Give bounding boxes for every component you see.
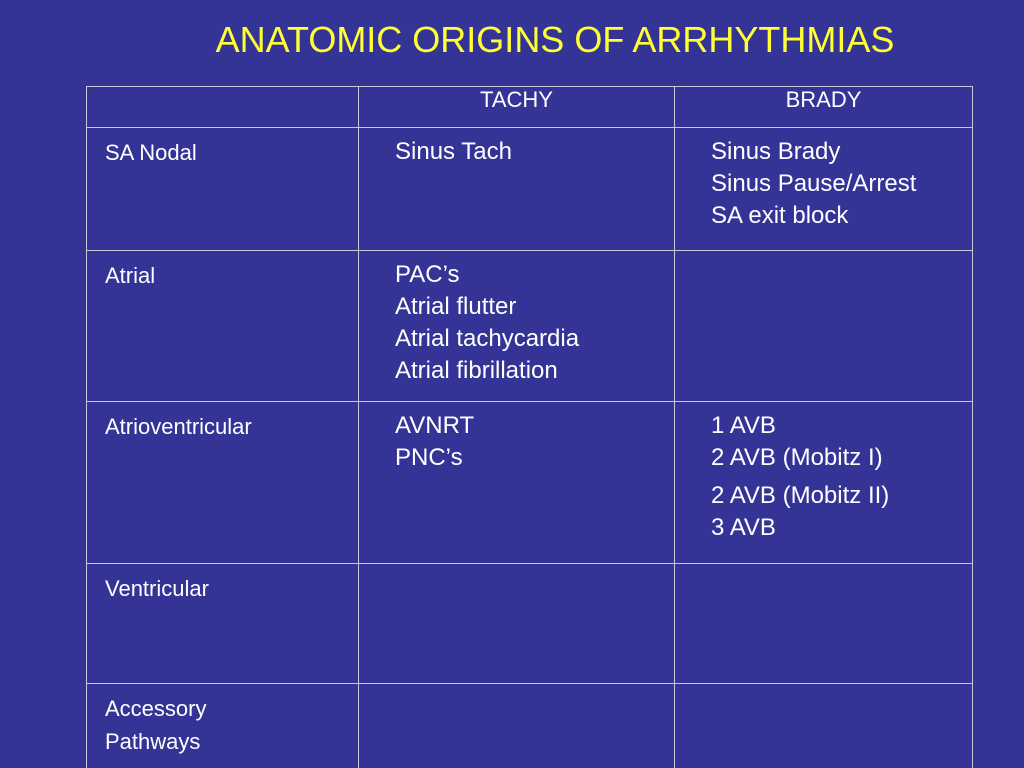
- brady-item: 2 AVB (Mobitz II): [711, 482, 890, 509]
- header-blank: [87, 87, 359, 128]
- row-label-line: Atrial: [105, 263, 156, 288]
- tachy-cell-sa-nodal: [359, 128, 675, 251]
- brady-item: SA exit block: [711, 202, 849, 229]
- tachy-item: PAC’s: [395, 261, 460, 288]
- row-label-line: Accessory: [105, 696, 207, 721]
- tachy-item: Atrial tachycardia: [395, 325, 580, 352]
- row-label-line: Pathways: [105, 729, 201, 754]
- row-label-ventricular: [87, 564, 359, 684]
- brady-cell-atrioventricular: [675, 402, 973, 564]
- tachy-item: PNC’s: [395, 444, 463, 471]
- tachy-item: Sinus Tach: [395, 138, 512, 165]
- header-brady: BRADY: [675, 87, 973, 128]
- row-label-atrioventricular: [87, 402, 359, 564]
- row-label-accessory-pathways: [87, 684, 359, 768]
- table-row-sa-nodal: [87, 128, 973, 251]
- brady-cell-sa-nodal: [675, 128, 973, 251]
- tachy-cell-ventricular: [359, 564, 675, 684]
- table-row-atrial: [87, 251, 973, 402]
- row-label-sa-nodal: [87, 128, 359, 251]
- table-row-atrioventricular: [87, 402, 973, 564]
- row-label-line: Atrioventricular: [105, 414, 252, 439]
- brady-item: 3 AVB: [711, 514, 776, 541]
- tachy-cell-atrial: [359, 251, 675, 402]
- row-label-line: SA Nodal: [105, 140, 197, 165]
- arrhythmia-origins-table: [86, 86, 973, 768]
- brady-item: 1 AVB: [711, 412, 776, 439]
- table-row-ventricular: [87, 564, 973, 684]
- tachy-cell-accessory-pathways: [359, 684, 675, 768]
- brady-item: 2 AVB (Mobitz I): [711, 444, 883, 471]
- row-label-atrial: [87, 251, 359, 402]
- slide-title: ANATOMIC ORIGINS OF ARRHYTHMIAS: [215, 19, 895, 60]
- tachy-item: Atrial flutter: [395, 293, 517, 320]
- brady-cell-accessory-pathways: [675, 684, 973, 768]
- tachy-cell-atrioventricular: [359, 402, 675, 564]
- brady-item: Sinus Brady: [711, 138, 841, 165]
- row-label-line: Ventricular: [105, 576, 209, 601]
- brady-cell-ventricular: [675, 564, 973, 684]
- brady-cell-atrial: [675, 251, 973, 402]
- header-tachy: TACHY: [359, 87, 675, 128]
- brady-item: Sinus Pause/Arrest: [711, 170, 917, 197]
- table-header-row: [87, 87, 973, 128]
- table-row-accessory-pathways: [87, 684, 973, 768]
- tachy-item: AVNRT: [395, 412, 475, 439]
- tachy-item: Atrial fibrillation: [395, 357, 558, 384]
